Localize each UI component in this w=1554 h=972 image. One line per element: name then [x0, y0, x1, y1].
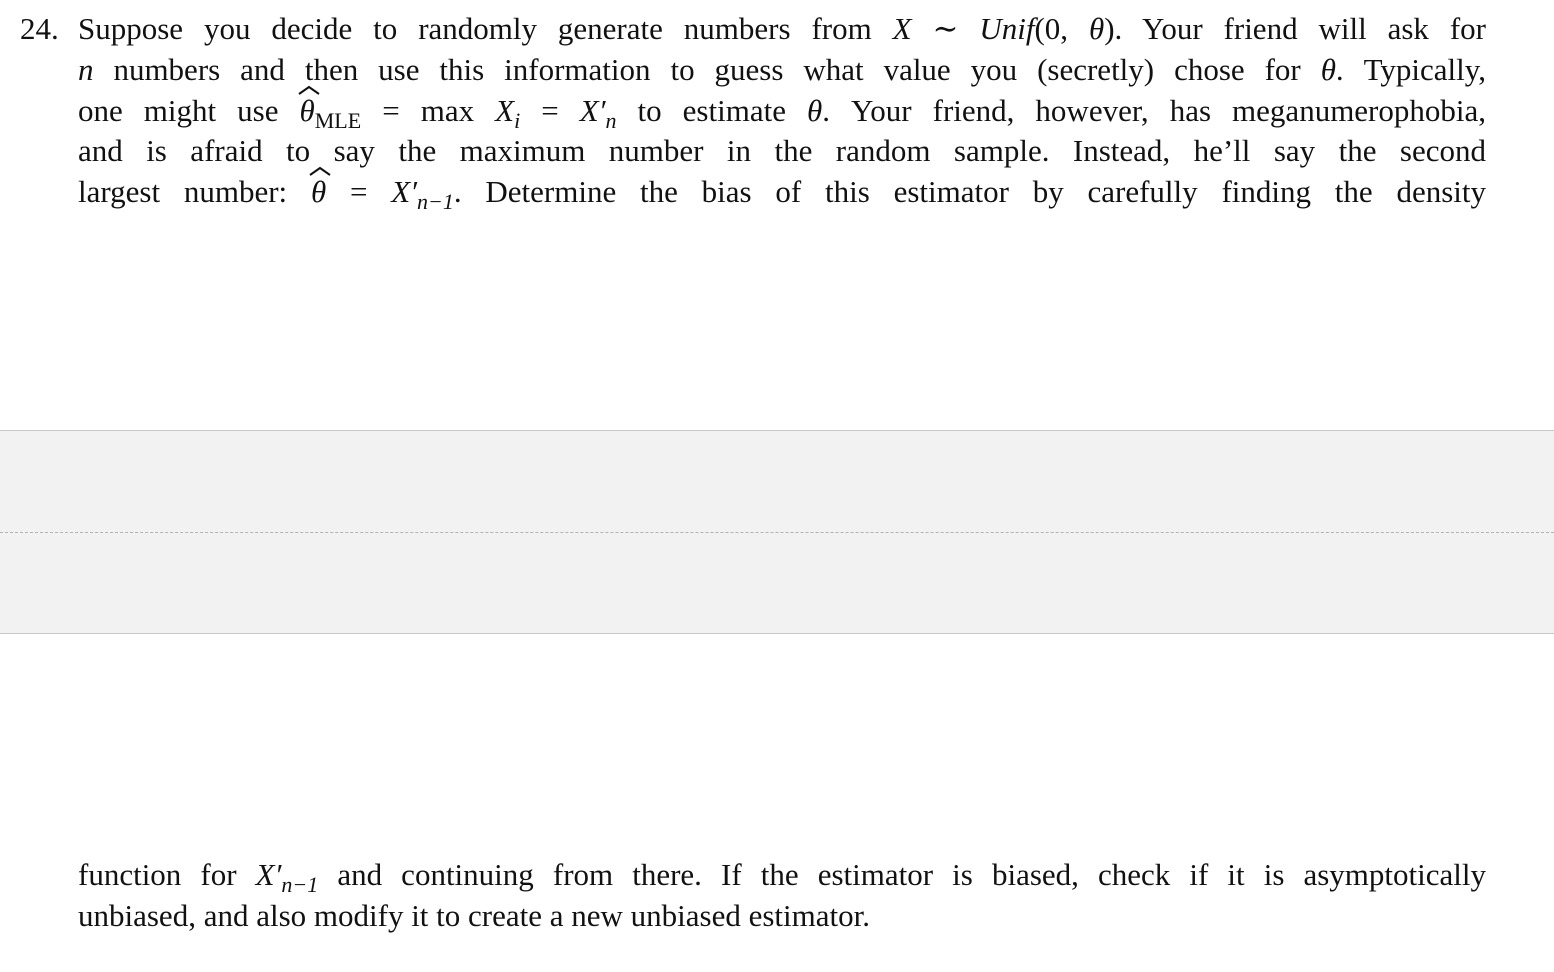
problem-text-line-6: function for $X'_{n-1}$ and continuing from there. If the estimator is biased, check if it is asymptotically — [78, 857, 1486, 897]
theta-hat-mle: θ — [300, 91, 315, 131]
page-break-band — [0, 430, 1554, 634]
page-break-dashed-line — [0, 532, 1554, 533]
problem-text-line-7: unbiased, and also modify it to create a new unbiased estimator. — [78, 898, 870, 933]
problem-text-line-3: one might use $\theta_{MLE} = \max X_i = X'_n$ to estimate θ. Your friend, however, has meganumerophobia, — [78, 91, 1486, 131]
problem-text-line-1: Suppose you decide to randomly generate numbers from X ∼ Unif(0, θ). Your friend will ask for — [78, 11, 1486, 46]
theta-hat: θ — [311, 172, 326, 212]
problem-text-line-5: largest number: $\theta = X'_{n-1}$. Determine the bias of this estimator by carefully finding the density — [78, 172, 1486, 212]
problem-text-line-2: n numbers and then use this information to guess what value you (secretly) chose for θ. Typically, — [78, 52, 1486, 87]
problem-number: 24. — [20, 11, 59, 46]
problem-text-line-4: and is afraid to say the maximum number in the random sample. Instead, he’ll say the second — [78, 133, 1486, 168]
